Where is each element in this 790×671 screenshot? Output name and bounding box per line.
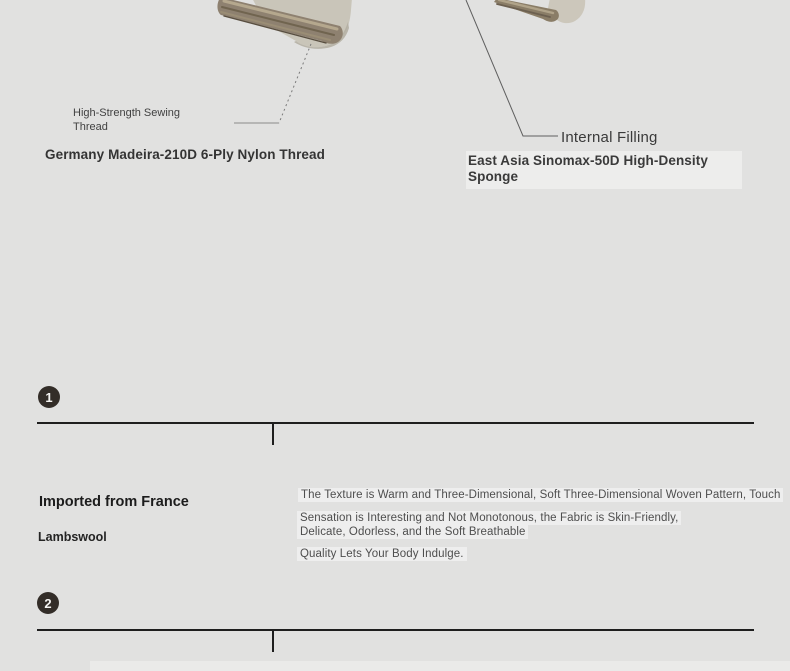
right-feature-title-line1: East Asia Sinomax-50D High-Density: [468, 153, 708, 168]
section-1-number-badge: [38, 386, 60, 408]
left-callout-line: [234, 44, 311, 123]
section-1-paragraph-2-line1: Sensation is Interesting and Not Monotonous, the Fabric is Skin-Friendly,: [297, 511, 681, 525]
section-1-number: 1: [45, 389, 53, 405]
section-1-divider-tick: [272, 424, 274, 445]
left-annotation: [73, 106, 180, 134]
section-1-paragraph-1: [298, 488, 790, 502]
section-2-number: 2: [44, 595, 52, 611]
section-2-divider-tick: [272, 631, 274, 652]
right-feature-title: [468, 153, 708, 184]
section-1-paragraph-2: [297, 511, 681, 539]
left-annotation-line1: High-Strength Sewing: [73, 107, 181, 119]
section-1-paragraph-2-line2: Delicate, Odorless, and the Soft Breathable: [297, 525, 681, 539]
section-1-paragraph-1-text: The Texture is Warm and Three-Dimensional, Soft Three-Dimensional Woven Pattern, Touch: [298, 488, 783, 502]
right-product-photo: [494, 0, 585, 23]
left-product-photo: [217, 0, 352, 49]
left-feature-title: Germany Madeira-210D 6-Ply Nylon Thread: [45, 147, 325, 162]
section-2-divider: [37, 629, 754, 631]
section-2-number-badge: [37, 592, 59, 614]
section-1-paragraph-3: [297, 547, 467, 561]
section-1-paragraph-3-text: Quality Lets Your Body Indulge.: [297, 547, 467, 561]
right-annotation: Internal Filling: [561, 129, 658, 146]
section-1-subheading: Lambswool: [38, 530, 107, 544]
right-callout-line: [466, 0, 558, 136]
left-annotation-line2: Thread: [73, 121, 108, 133]
bottom-fade: [90, 661, 790, 671]
section-1-heading: Imported from France: [39, 494, 189, 510]
section-1-divider: [37, 422, 754, 424]
right-feature-title-line2: Sponge: [468, 168, 519, 184]
